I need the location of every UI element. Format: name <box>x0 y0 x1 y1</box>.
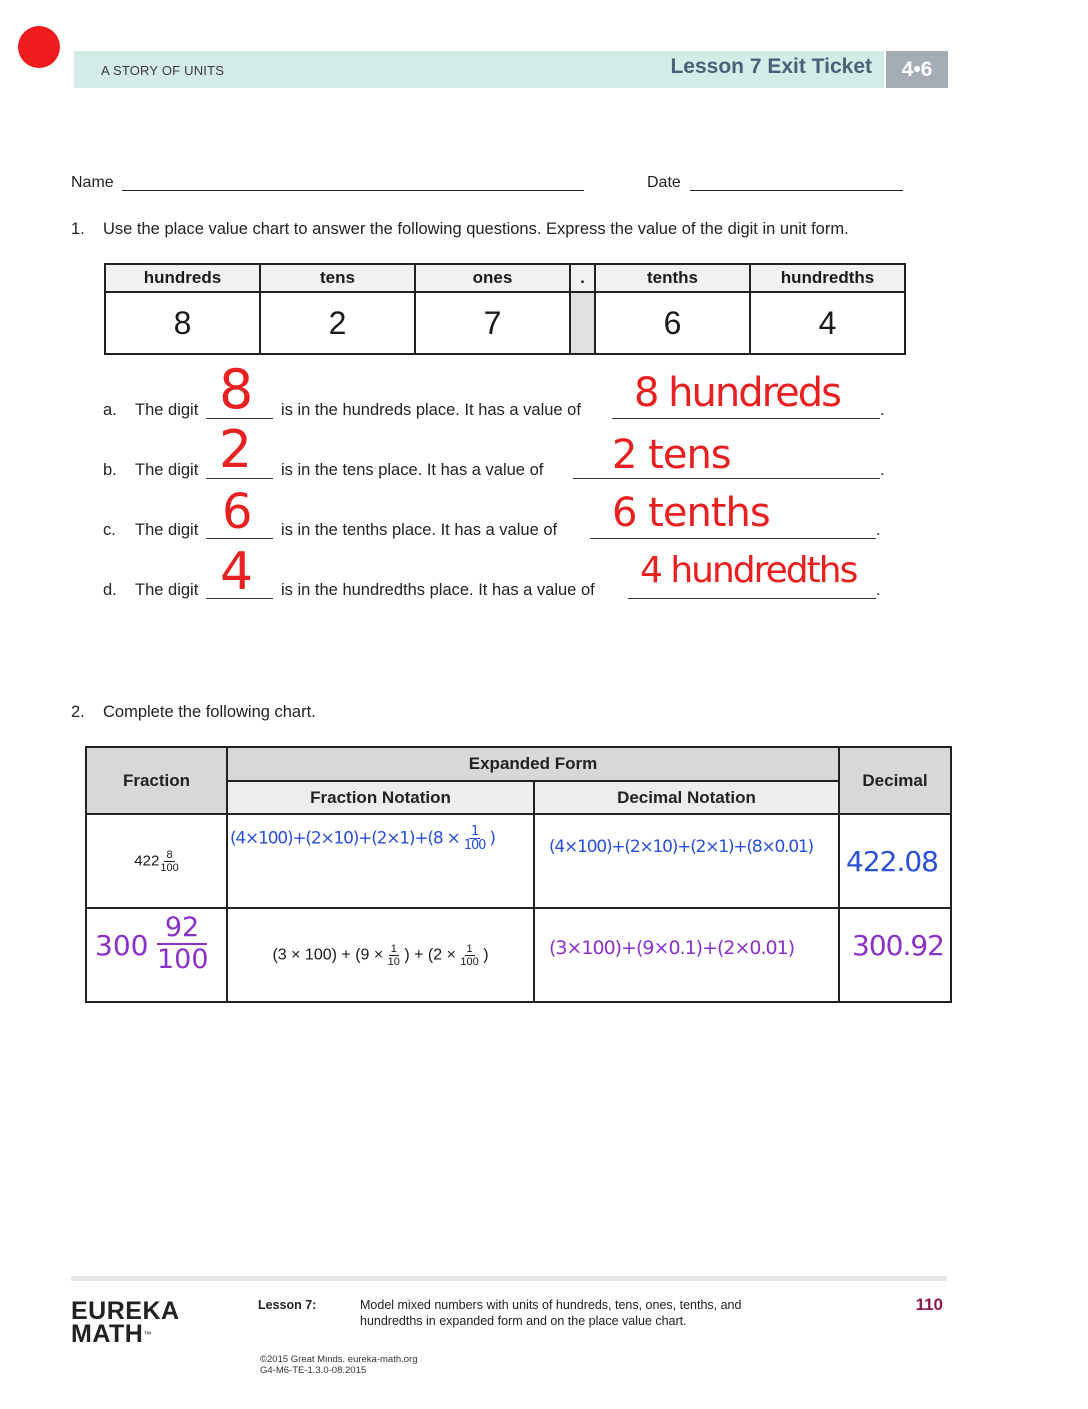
q1-prompt: Use the place value chart to answer the following questions. Express the value of the digit in unit form. <box>103 220 849 238</box>
row2-numerator-answer: 92 <box>157 913 207 945</box>
q1b-place-text: is in the tens place. It has a value of <box>281 461 544 479</box>
logo-line2: MATH <box>71 1320 144 1348</box>
copyright-line2: G4-M6-TE-1.3.0-08.2015 <box>260 1365 367 1376</box>
q2-prompt: Complete the following chart. <box>103 703 316 721</box>
row2-fraction-notation-cell <box>227 908 534 1002</box>
pv-value-tens: 2 <box>260 292 415 354</box>
row1-fraction-cell <box>86 814 227 908</box>
footer-rule <box>71 1276 947 1281</box>
row2-fn-part2: ) + (2 × <box>404 946 456 964</box>
row1-numerator: 8 <box>166 848 173 861</box>
header-fraction: Fraction <box>86 747 227 814</box>
q2-number: 2. <box>71 703 85 721</box>
row2-decimal-notation-answer: (3×100)+(9×0.1)+(2×0.01) <box>549 937 795 959</box>
row2-fraction-answer <box>157 913 207 975</box>
q1a-digit-answer: 8 <box>219 358 254 421</box>
q1a-period: . <box>880 401 885 419</box>
q1d-period: . <box>876 581 881 599</box>
pv-value-decimal-point <box>570 292 595 354</box>
footer-lesson-desc-2: hundredths in expanded form and on the place value chart. <box>360 1314 687 1328</box>
name-label: Name <box>71 174 114 191</box>
pv-header-ones: ones <box>415 264 570 292</box>
q1d-lead: The digit <box>135 581 199 599</box>
q1d-value-blank[interactable] <box>628 598 876 599</box>
header-fraction-notation: Fraction Notation <box>227 781 534 814</box>
q1d-letter: d. <box>103 581 117 599</box>
footer-lesson-desc-1: Model mixed numbers with units of hundreds, tens, ones, tenths, and <box>360 1298 742 1312</box>
row2-fn-fraction2 <box>460 943 478 968</box>
pv-value-ones: 7 <box>415 292 570 354</box>
row1-fraction <box>160 849 178 874</box>
q1b-letter: b. <box>103 461 117 479</box>
footer-lesson-label: Lesson 7: <box>258 1298 317 1312</box>
date-field[interactable] <box>690 189 903 191</box>
footer-copyright <box>260 1354 418 1376</box>
row1-fn-hand-den: 100 <box>463 838 486 853</box>
q1d-value-answer: 4 hundredths <box>640 550 857 591</box>
row1-whole: 422 <box>134 852 160 870</box>
row1-fraction-notation-cell[interactable] <box>227 814 534 908</box>
row1-denominator: 100 <box>160 861 179 874</box>
row2-whole-answer: 300 <box>95 929 149 962</box>
q1b-lead: The digit <box>135 461 199 479</box>
header-decimal-notation: Decimal Notation <box>534 781 839 814</box>
row2-fn-f2-num: 1 <box>466 942 473 955</box>
row1-fn-hand-part1: (4×100)+(2×10)+(2×1)+(8 × <box>230 828 460 849</box>
pv-header-tens: tens <box>260 264 415 292</box>
q1c-value-blank[interactable] <box>590 538 876 539</box>
row2-decimal-answer: 300.92 <box>852 929 944 962</box>
q1c-lead: The digit <box>135 521 199 539</box>
row2-fn-fraction1 <box>388 943 400 968</box>
expanded-form-chart <box>85 746 952 1003</box>
logo-trademark: ™ <box>143 1330 152 1339</box>
row2-fn-part3: ) <box>483 946 489 964</box>
q1d-place-text: is in the hundredths place. It has a value of <box>281 581 595 599</box>
q1a-letter: a. <box>103 401 117 419</box>
q1a-lead: The digit <box>135 401 199 419</box>
pv-value-tenths: 6 <box>595 292 750 354</box>
row1-decimal-answer: 422.08 <box>846 845 938 878</box>
pv-header-tenths: tenths <box>595 264 750 292</box>
row1-fraction-notation-answer <box>230 825 495 852</box>
q1b-period: . <box>880 461 885 479</box>
q1c-letter: c. <box>103 521 116 539</box>
q1d-digit-answer: 4 <box>220 542 254 602</box>
q1b-value-blank[interactable] <box>573 478 880 479</box>
q1c-place-text: is in the tenths place. It has a value of <box>281 521 558 539</box>
eureka-math-logo <box>71 1297 180 1348</box>
q1c-value-answer: 6 tenths <box>612 490 770 536</box>
pv-header-hundreds: hundreds <box>105 264 260 292</box>
row1-fn-hand-part2: ) <box>489 828 495 849</box>
row1-decimal-cell[interactable] <box>839 814 951 908</box>
row1-decimal-notation-answer: (4×100)+(2×10)+(2×1)+(8×0.01) <box>549 837 813 857</box>
logo-line1: EUREKA <box>71 1297 180 1325</box>
row2-fn-part1: (3 × 100) + (9 × <box>272 946 384 964</box>
series-title: A STORY OF UNITS <box>101 63 225 78</box>
row2-fraction-cell[interactable] <box>86 908 227 1002</box>
row1-decimal-notation-cell[interactable] <box>534 814 839 908</box>
page-number: 110 <box>915 1295 943 1314</box>
copyright-line1: ©2015 Great Minds. eureka-math.org <box>260 1354 418 1365</box>
row2-decimal-notation-cell[interactable] <box>534 908 839 1002</box>
pv-value-hundreds: 8 <box>105 292 260 354</box>
name-field[interactable] <box>122 189 584 191</box>
grade-module-badge: 4•6 <box>886 51 948 88</box>
q1a-value-answer: 8 hundreds <box>634 370 841 416</box>
place-value-chart <box>104 263 906 355</box>
row1-fn-hand-fraction <box>464 825 485 852</box>
q1c-period: . <box>876 521 881 539</box>
q1a-value-blank[interactable] <box>612 418 880 419</box>
q1-number: 1. <box>71 220 85 238</box>
header-decimal: Decimal <box>839 747 951 814</box>
q1a-place-text: is in the hundreds place. It has a value of <box>281 401 581 419</box>
pv-header-decimal-point: . <box>570 264 595 292</box>
row2-fn-f2-den: 100 <box>460 955 479 968</box>
lesson-title: Lesson 7 Exit Ticket <box>670 55 872 78</box>
q1b-digit-answer: 2 <box>219 420 253 480</box>
q1b-value-answer: 2 tens <box>612 432 731 478</box>
header-expanded-form: Expanded Form <box>227 747 839 781</box>
row1-fn-hand-num: 1 <box>470 824 479 839</box>
q1c-digit-answer: 6 <box>222 484 253 540</box>
row2-fn-f1-num: 1 <box>390 942 397 955</box>
row2-fn-f1-den: 10 <box>387 955 400 968</box>
row2-denominator-answer: 100 <box>157 944 209 975</box>
pv-value-hundredths: 4 <box>750 292 905 354</box>
date-label: Date <box>647 174 681 191</box>
pv-header-hundredths: hundredths <box>750 264 905 292</box>
red-dot-marker <box>18 26 60 68</box>
row2-decimal-cell[interactable] <box>839 908 951 1002</box>
